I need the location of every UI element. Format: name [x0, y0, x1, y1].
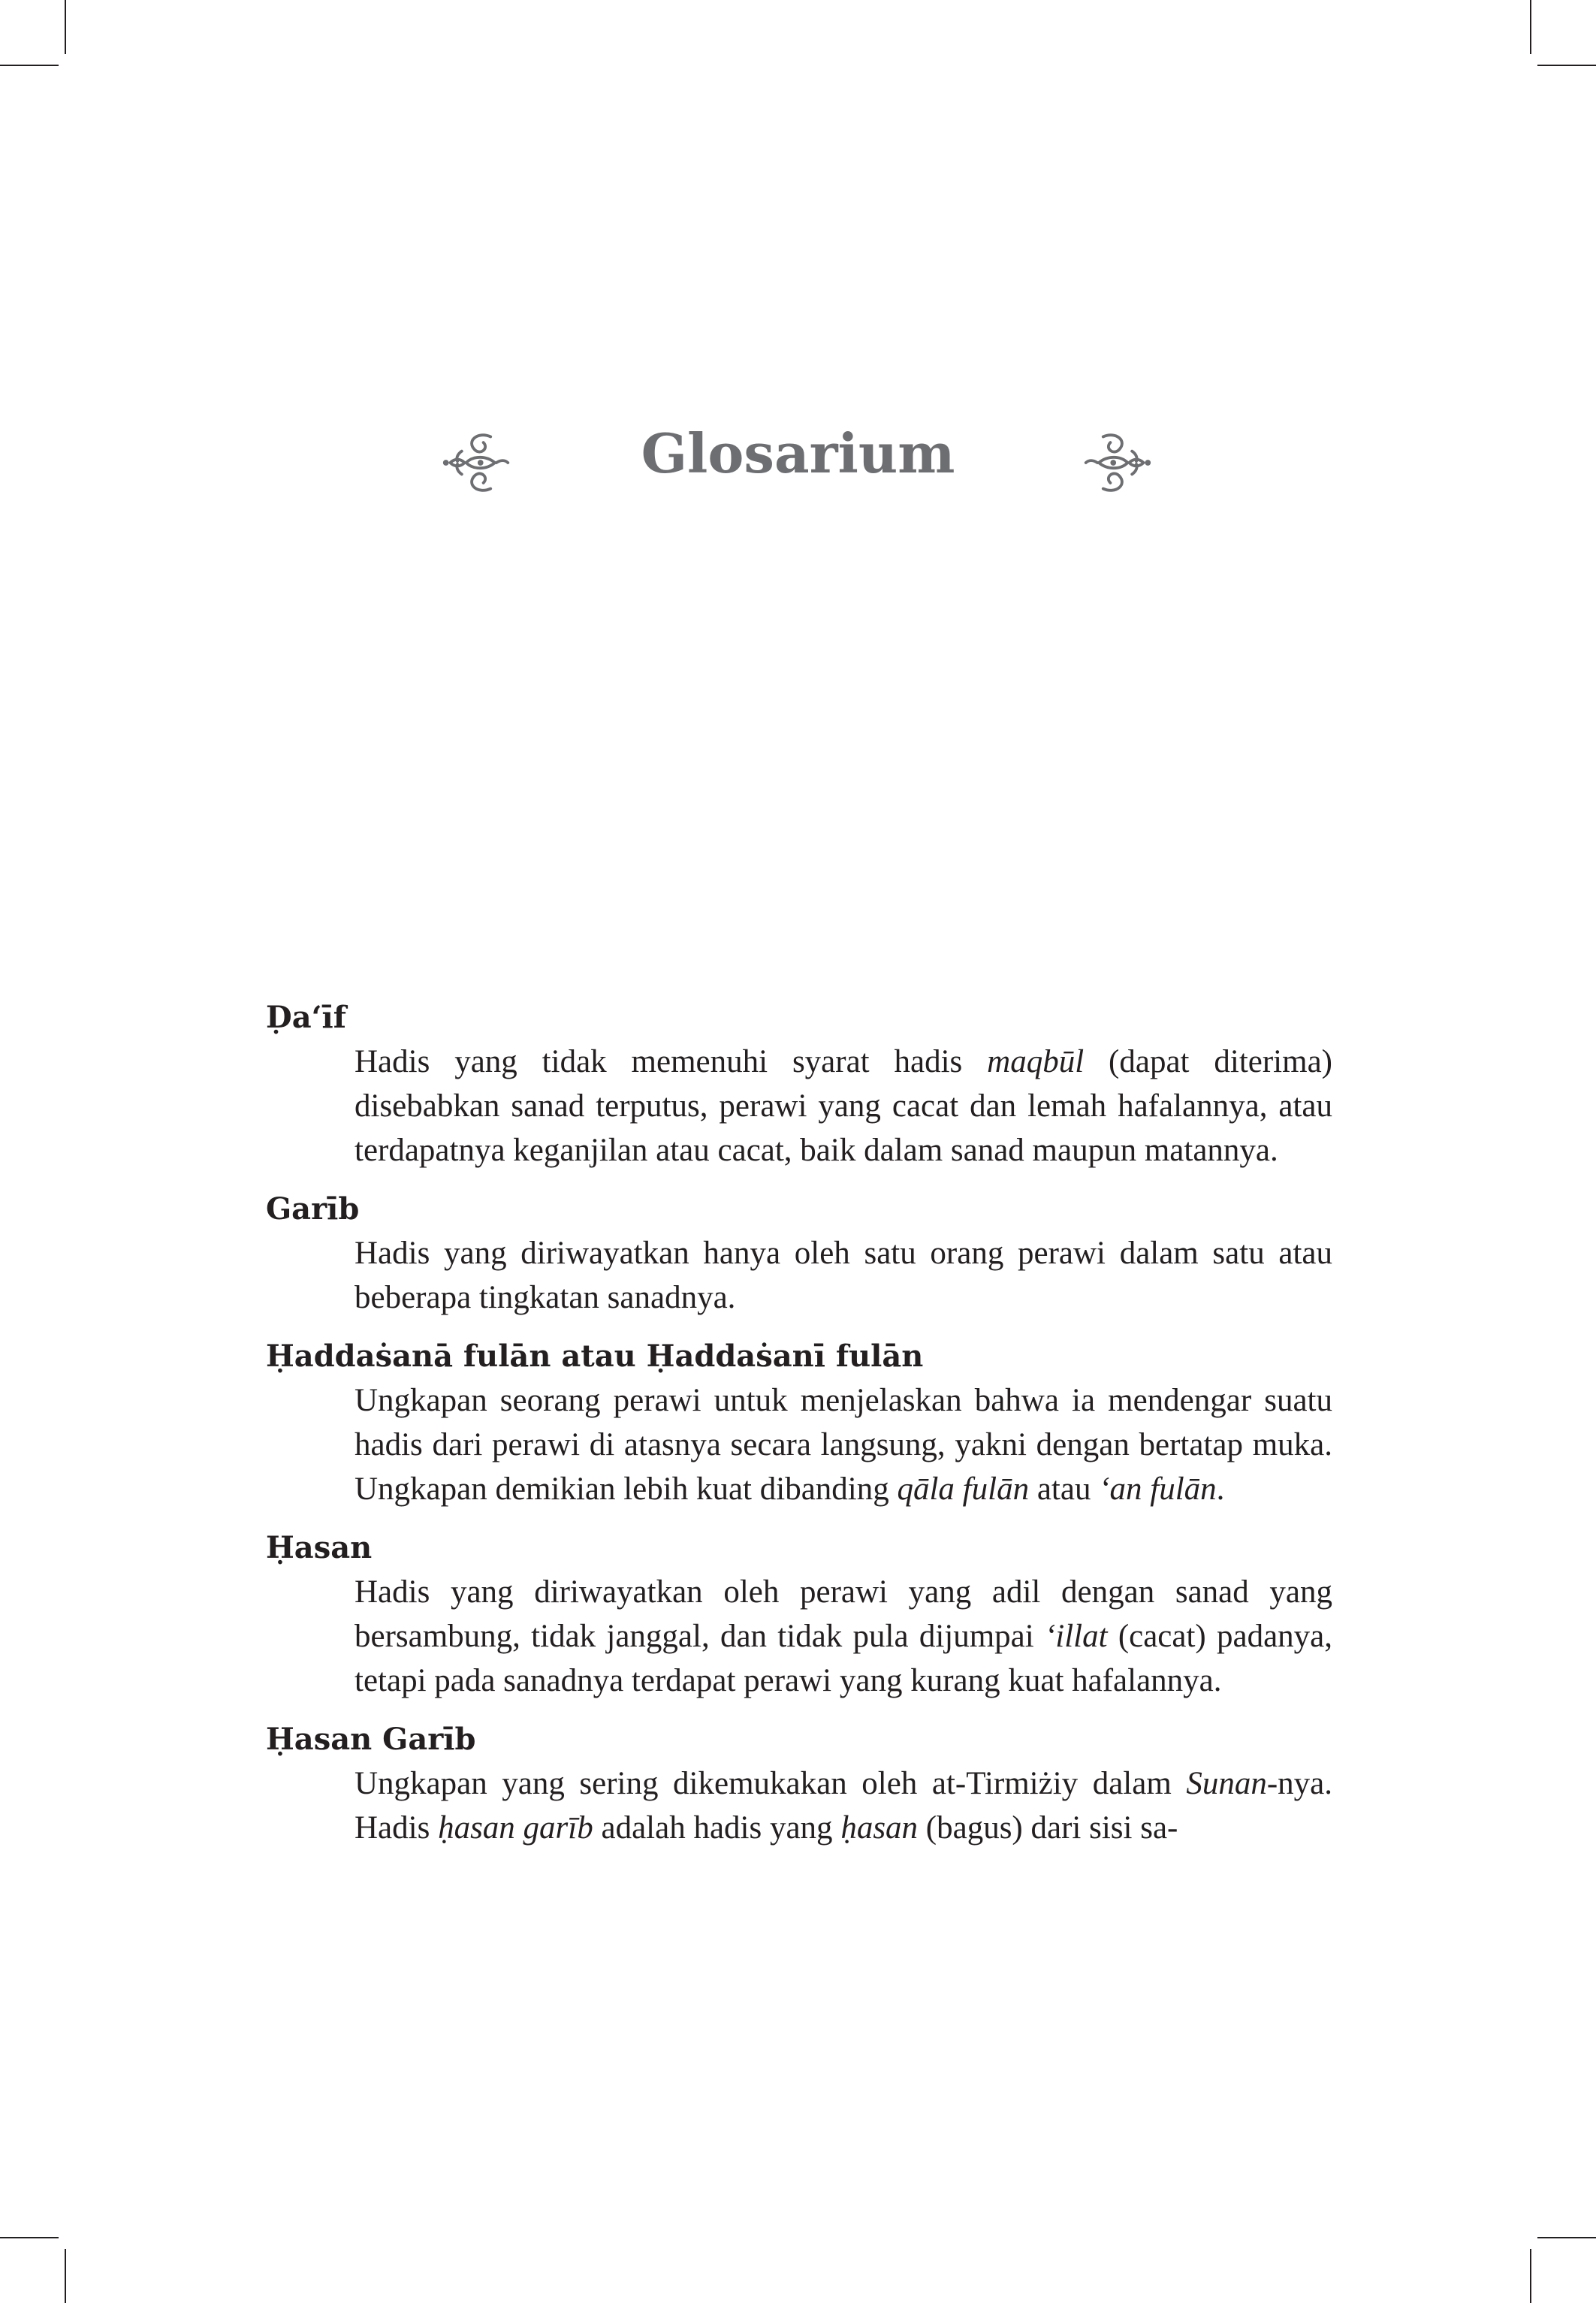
crop-mark-top-right-horizontal: [1537, 65, 1596, 66]
glossary-list: [266, 996, 1332, 1865]
definition-text: Ungkapan yang sering dikemukakan oleh at-Tirmiżiy dalam: [354, 1766, 1187, 1801]
italic-term: ‘an fulān: [1099, 1471, 1217, 1507]
glossary-definition: [354, 1231, 1332, 1320]
definition-text: .: [1216, 1471, 1225, 1507]
floral-ornament-icon: [1082, 427, 1154, 499]
glossary-entry: [266, 1188, 1332, 1320]
glossary-definition: [354, 1570, 1332, 1703]
glossary-entry: [266, 1335, 1332, 1511]
definition-text: (cacat) padanya, tetapi pada sanadnya terdapat perawi yang kurang kuat hafalannya.: [354, 1619, 1332, 1698]
crop-mark-top-left-vertical: [65, 0, 66, 54]
glossary-term: Garīb: [266, 1191, 360, 1227]
crop-mark-bottom-left-horizontal: [0, 2237, 59, 2238]
italic-term: qāla fulān: [897, 1471, 1030, 1507]
definition-text: (dapat diterima) disebabkan sanad terputus, perawi yang cacat dan lemah hafalannya, atau terdapatnya keganjilan atau cacat, baik dalam sanad maupun matannya.: [354, 1044, 1332, 1168]
glossary-entry: [266, 996, 1332, 1173]
glossary-definition: [354, 1040, 1332, 1173]
definition-text: adalah hadis yang: [593, 1810, 841, 1846]
crop-mark-bottom-right-horizontal: [1537, 2237, 1596, 2238]
definition-text: Hadis yang tidak memenuhi syarat hadis: [354, 1044, 988, 1079]
definition-text: Hadis yang diriwayatkan oleh perawi yang adil dengan sanad yang bersambung, tidak janggal, dan tidak pula dijumpai: [354, 1574, 1332, 1654]
definition-text: (bagus) dari sisi sa-: [918, 1810, 1178, 1846]
italic-term: maqbūl: [987, 1044, 1085, 1079]
glossary-definition: [354, 1761, 1332, 1850]
crop-mark-top-left-horizontal: [0, 65, 59, 66]
italic-term: ḥasan garīb: [438, 1810, 593, 1846]
italic-term: Sunan: [1186, 1766, 1267, 1801]
page-title: Glosarium: [641, 421, 955, 485]
definition-text: Hadis yang diriwayatkan hanya oleh satu orang perawi dalam satu atau beberapa tingkatan sanadnya.: [354, 1236, 1332, 1315]
crop-mark-bottom-left-vertical: [65, 2249, 66, 2303]
definition-text: Ungkapan seorang perawi untuk menjelaskan bahwa ia mendengar suatu hadis dari perawi di atasnya secara langsung, yakni dengan bertatap muka. Ungkapan demikian lebih kuat dibanding: [354, 1383, 1332, 1507]
glossary-term: Ḍa‘īf: [266, 1000, 346, 1035]
italic-term: ḥasan: [840, 1810, 919, 1846]
definition-text: -nya. Hadis: [354, 1766, 1332, 1846]
definition-text: atau: [1029, 1471, 1100, 1507]
crop-mark-top-right-vertical: [1530, 0, 1531, 54]
glossary-term: Ḥaddaṡanā fulān atau Ḥaddaṡanī fulān: [266, 1339, 924, 1374]
glossary-term: Ḥasan: [266, 1530, 373, 1565]
glossary-entry: [266, 1718, 1332, 1850]
italic-term: ‘illat: [1044, 1619, 1108, 1654]
glossary-entry: [266, 1526, 1332, 1703]
title-row: [0, 421, 1596, 503]
crop-mark-bottom-right-vertical: [1530, 2249, 1531, 2303]
glossary-definition: [354, 1378, 1332, 1511]
glossary-term: Ḥasan Garīb: [266, 1722, 476, 1757]
